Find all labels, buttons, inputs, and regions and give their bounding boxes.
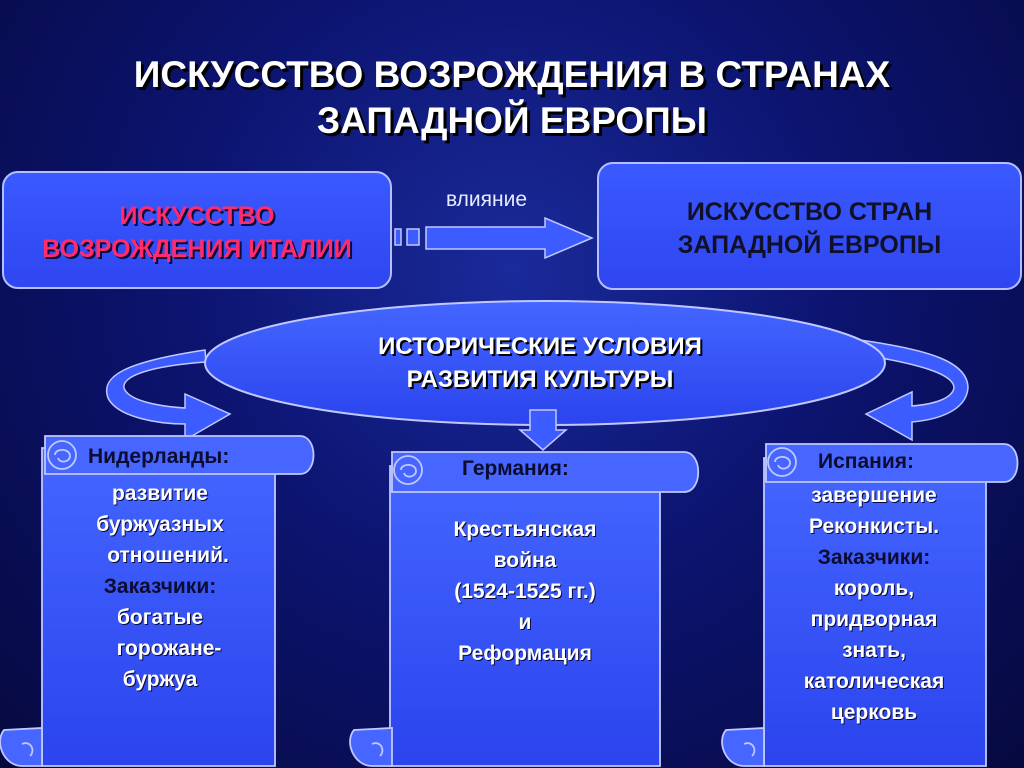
page-title-line-2: ЗАПАДНОЙ ЕВРОПЫ bbox=[316, 100, 708, 141]
west-box-line-1: ИСКУССТВО СТРАН bbox=[686, 198, 933, 226]
germany-line: Крестьянская bbox=[453, 518, 597, 541]
center-line-2: РАЗВИТИЯ КУЛЬТУРЫ bbox=[406, 366, 674, 393]
germany-heading: Германия: bbox=[462, 457, 569, 480]
netherlands-line: развитие bbox=[112, 482, 208, 505]
western-europe-box bbox=[597, 162, 1022, 290]
spain-line: церковь bbox=[830, 701, 918, 724]
germany-line: война bbox=[493, 549, 557, 572]
west-box-line-2: ЗАПАДНОЙ ЕВРОПЫ bbox=[677, 231, 942, 259]
influence-arrow bbox=[395, 218, 592, 258]
spain-line: Заказчики: bbox=[817, 546, 931, 569]
germany-line: и bbox=[518, 611, 532, 634]
historical-conditions-label bbox=[300, 330, 780, 396]
influence-label: влияние bbox=[446, 188, 528, 211]
netherlands-line: буржуазных bbox=[96, 513, 224, 536]
spain-line: знать, bbox=[842, 639, 906, 662]
netherlands-line: горожане- bbox=[116, 637, 222, 660]
netherlands-line: буржуа bbox=[122, 668, 198, 691]
spain-line: католическая bbox=[803, 670, 945, 693]
italy-renaissance-label bbox=[4, 200, 390, 266]
italy-box-line-2: ВОЗРОЖДЕНИЯ ИТАЛИИ bbox=[42, 235, 352, 263]
spain-line: придворная bbox=[810, 608, 938, 631]
netherlands-heading: Нидерланды: bbox=[88, 445, 230, 468]
netherlands-line: богатые bbox=[116, 606, 204, 629]
spain-line: король, bbox=[833, 577, 915, 600]
italy-box-line-1: ИСКУССТВО bbox=[119, 202, 275, 230]
spain-line: Реконкисты. bbox=[808, 515, 940, 538]
spain-line: завершение bbox=[811, 484, 937, 507]
netherlands-text bbox=[60, 478, 260, 695]
germany-line: (1524-1525 гг.) bbox=[454, 580, 596, 603]
germany-line: Реформация bbox=[458, 642, 592, 665]
spain-heading: Испания: bbox=[818, 450, 914, 473]
spain-text bbox=[776, 480, 972, 728]
center-line-1: ИСТОРИЧЕСКИЕ УСЛОВИЯ bbox=[378, 333, 702, 360]
western-europe-label bbox=[599, 196, 1020, 262]
germany-text bbox=[400, 514, 650, 669]
page-title-line-1: ИСКУССТВО ВОЗРОЖДЕНИЯ В СТРАНАХ bbox=[133, 54, 891, 95]
netherlands-line: Заказчики: bbox=[103, 575, 217, 598]
italy-renaissance-box bbox=[2, 171, 392, 289]
netherlands-line: отношений. bbox=[107, 544, 229, 567]
